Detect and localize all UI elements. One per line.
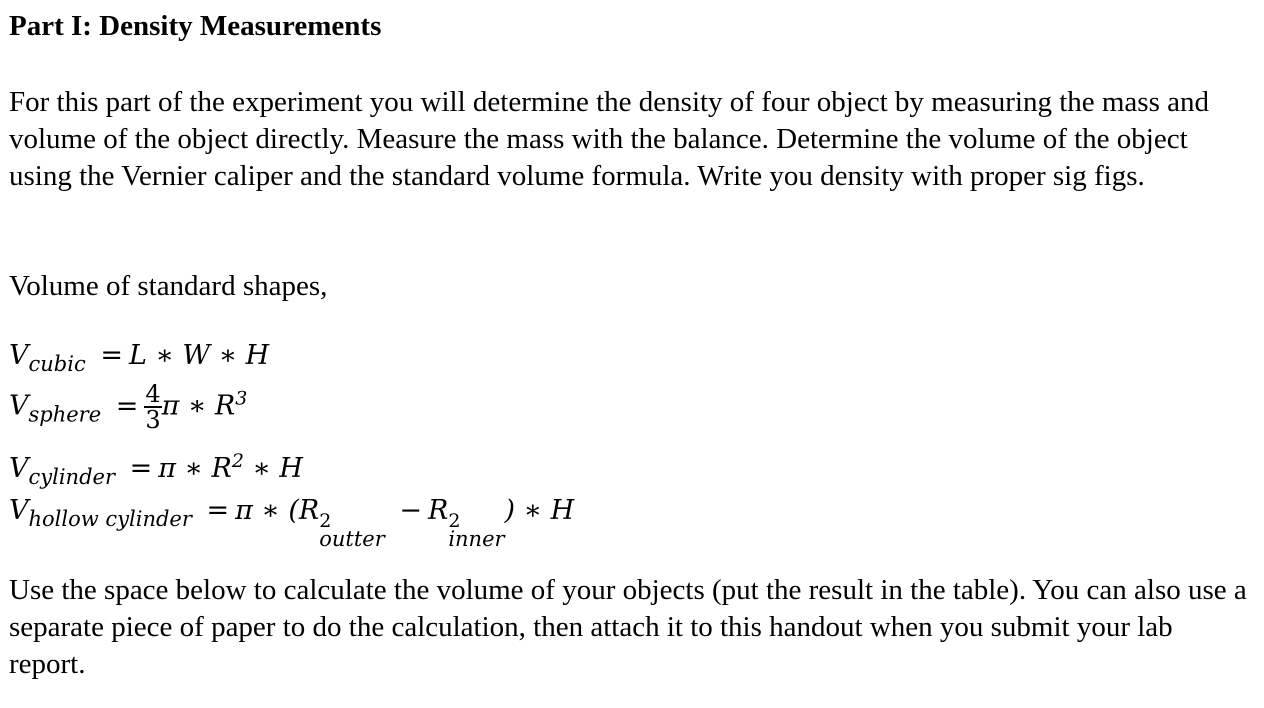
intro-paragraph: For this part of the experiment you will determine the density of four object by measuring the mass and volume of the object directly. Measure the mass with the balance. Determine the volume of the object using the Vernier caliper and the standard volume formula. Write you density with proper sig figs.	[9, 86, 1209, 192]
formula-hollow-cylinder: $V_{hollow cylinder} = \pi$ ∗ (R 2 outter − R 2 inner ) ∗ H	[9, 495, 575, 551]
shapes-heading: Volume of standard shapes,	[9, 270, 328, 302]
formula-cubic: $V_{cubic} = L$ ∗ W ∗ H	[9, 340, 270, 376]
instructions-paragraph: Use the space below to calculate the volume of your objects (put the result in the table). You can also use a separate piece of paper to do the calculation, then attach it to this handout when you submit your lab report.	[9, 574, 1247, 680]
formula-sphere: $V_{sphere}$ = $\frac{4}{3}$ π ∗ $R^3$	[9, 380, 248, 434]
formula-cylinder: $V_{cylinder} = \pi$ ∗ $R^2$ ∗ H	[9, 450, 303, 489]
section-title: Part I: Density Measurements	[9, 10, 382, 42]
fraction: $\frac{4}{3}$	[145, 380, 161, 434]
